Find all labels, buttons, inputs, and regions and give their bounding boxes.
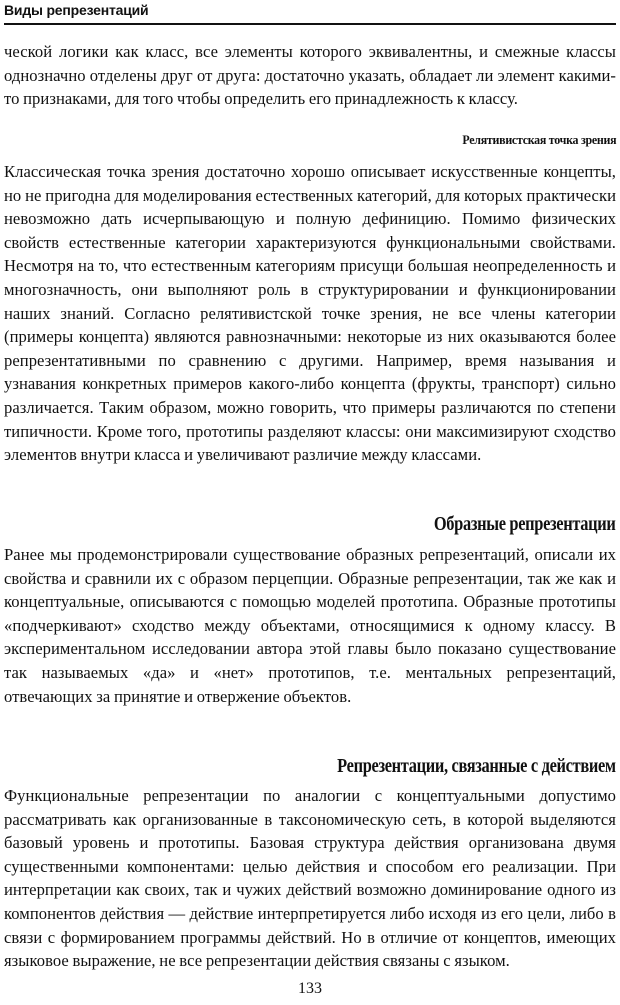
intro-paragraph: ческой логики как класс, все элементы которого эквивалентны, и смежные классы однозначно отделены друг от друга: достаточно указать, обладает ли элемент какими-то признаками, для того чтобы определить его принадлежность к классу. xyxy=(4,42,616,109)
figurative-paragraph: Ранее мы продемонстрировали существование образных репрезентаций, описали их свойства и сравнили их с образом перцепции. Образные репрезентации, так же как и концептуальные, описываются с помощью моделей прототипа. Образные прототипы «подчеркивают» сходство между объектами, относящимися к одному классу. В экспериментальном исследовании автора этой главы было показано существование так называемых «да» и «нет» прототипов, т.е. ментальных репрезентаций, отвечающих за принятие и отвержение объектов. xyxy=(4,545,616,706)
running-title: Виды репрезентаций xyxy=(4,2,149,18)
relativist-subheading: Релятивистская точка зрения xyxy=(462,132,616,147)
relativist-paragraph: Классическая точка зрения достаточно хорошо описывает искусственные концепты, но не пригодна для моделирования естественных категорий, для которых практически невозможно дать исчерпывающую и полную дефиницию. Помимо физических свойств естественные категории характеризуются функциональными свойствами. Несмотря на то, что естественным категориям присущи большая неопределенность и многозначность, они выполняют роль в структурировании и функционировании наших знаний. Согласно релятивистской точке зрения, не все члены категории (примеры концепта) являются равнозначными: некоторые из них оказываются более репрезентативными по сравнению с другими. Например, время называния и узнавания конкретных примеров какого-либо концепта (фрукты, транспорт) сильно различается. Таким образом, можно говорить, что примеры различаются по степени типичности. Кроме того, прототипы разделяют классы: они максимизируют сходство элементов внутри класса и увеличивают различие между классами. xyxy=(4,162,616,465)
action-paragraph: Функциональные репрезентации по аналогии с концептуальными допустимо рассматривать как организованные в таксономическую сеть, в которой выделяются базовый уровень и прототипы. Базовая структура действия организована двумя существенными компонентами: целью действия и способом его реализации. При интерпретации как своих, так и чужих действий возможно доминирование одного из компонентов действия — действие интерпретируется либо исходя из его цели, либо в связи с формированием программы действий. Но в отличие от концептов, имеющих языковое выражение, не все репрезентации действия связаны с языком. xyxy=(4,786,616,971)
page-number: 133 xyxy=(298,980,322,997)
running-header xyxy=(4,2,616,25)
figurative-section-title: Образные репрезентации xyxy=(434,513,616,535)
action-section-title: Репрезентации, связанные с действием xyxy=(337,755,616,777)
